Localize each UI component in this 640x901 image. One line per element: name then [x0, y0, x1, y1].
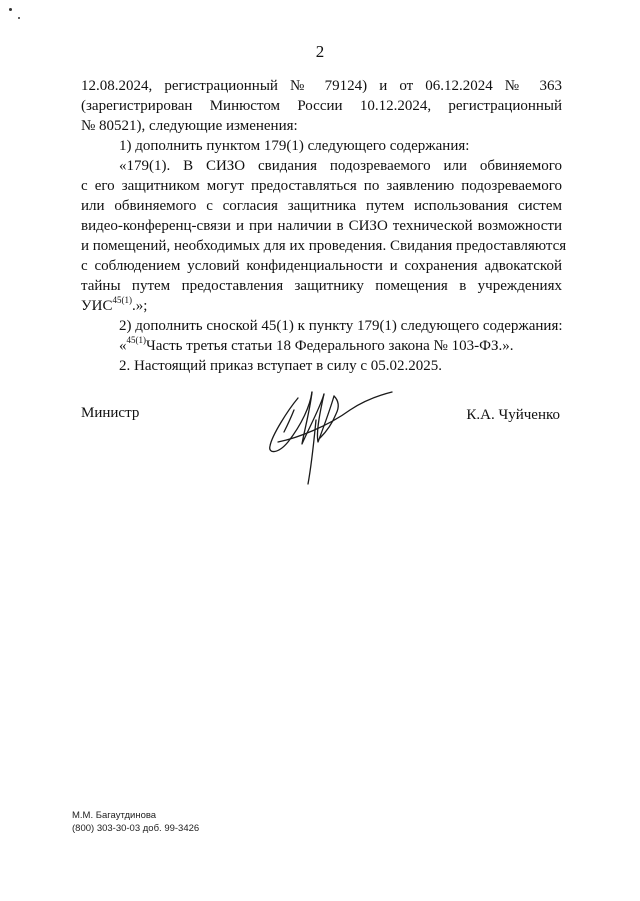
executor-name: М.М. Багаутдинова [72, 810, 157, 821]
footnote-mark: 45(1) [126, 335, 146, 345]
intro-paragraph [81, 76, 562, 136]
handwritten-signature [258, 380, 398, 490]
item-1: 1) дополнить пунктом 179(1) следующего содержания: [119, 138, 470, 154]
executor-phone: (800) 303-30-03 доб. 99-3426 [72, 823, 200, 834]
quote-line: тайны путем предоставления защитнику помещения в учреждениях [81, 278, 562, 294]
quote-line: с его защитником могут предоставляться по заявлению подозреваемого [81, 178, 562, 194]
scan-artifact [18, 17, 20, 19]
footnote-ref: 45(1) [112, 295, 132, 305]
signatory-name: К.А. Чуйченко [466, 407, 560, 423]
quote-line: видео-конференц-связи и при наличии в СИЗО технической возможности [81, 218, 562, 234]
quote-line: с соблюдением условий конфиденциальности и сохранения адвокатской [81, 258, 562, 274]
item-2: 2) дополнить сноской 45(1) к пункту 179(1) следующего содержания: [119, 318, 563, 334]
scan-artifact [9, 8, 12, 11]
quoted-paragraph [81, 156, 567, 316]
item-final: 2. Настоящий приказ вступает в силу с 05.02.2025. [119, 358, 442, 374]
quote-line-end: $УИС^{45(1)}$.»; [81, 295, 148, 314]
intro-line: (зарегистрирован Минюстом России 10.12.2024, регистрационный [81, 98, 562, 114]
intro-line: № 80521), следующие изменения: [81, 118, 298, 134]
quote-line: или обвиняемого с согласия защитника путем использования систем [81, 198, 562, 214]
executor-info [72, 809, 199, 835]
quote-line: и помещений, необходимых для их проведения. Свидания предоставляются [81, 238, 567, 254]
footnote-text: «$^{45(1)}$Часть третья статьи 18 Федерального закона № 103-ФЗ.». [119, 335, 514, 354]
intro-line: 12.08.2024, регистрационный № 79124) и от 06.12.2024 № 363 [81, 78, 562, 94]
quote-line: «179(1). В СИЗО свидания подозреваемого или обвиняемого [119, 158, 562, 174]
signatory-title: Министр [81, 405, 140, 421]
page-number: 2 [315, 42, 325, 61]
document-body [81, 76, 567, 376]
